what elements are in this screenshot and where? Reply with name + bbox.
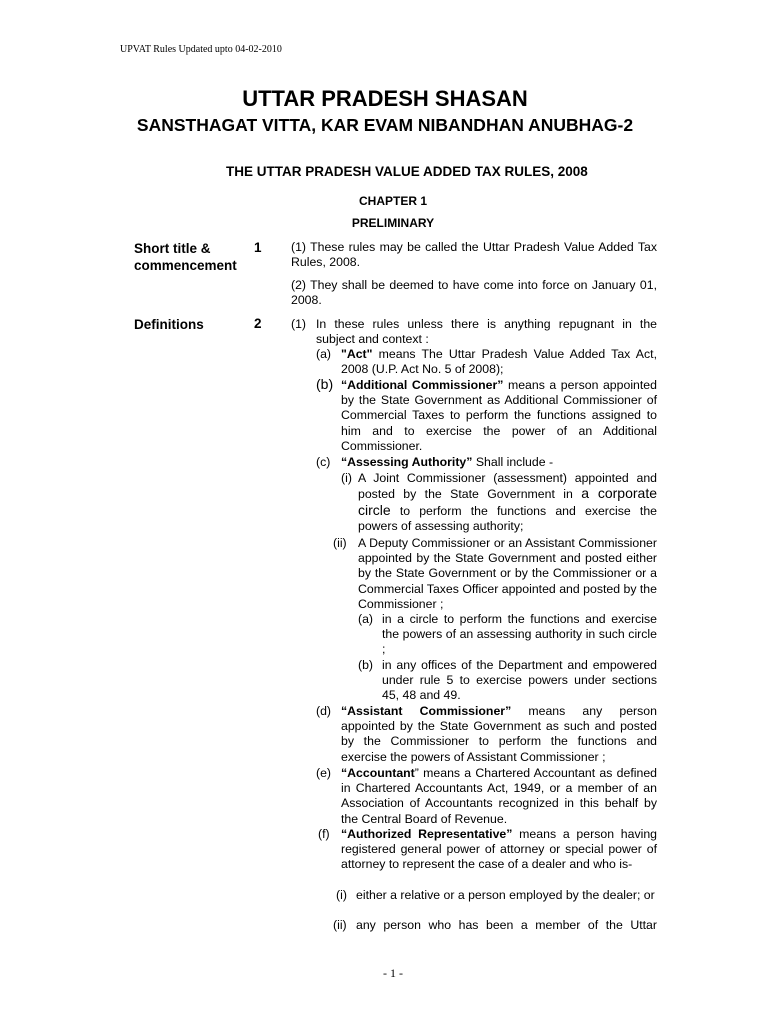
def-c-text: Shall include -	[472, 455, 554, 469]
rule1-side-title-line2: commencement	[134, 258, 237, 273]
def-d-label: (d)	[316, 704, 332, 718]
rule1-paragraph-1: (1) These rules may be called the Uttar Pradesh Value Added Tax Rules, 2008.	[291, 240, 657, 270]
rule1-paragraph-2: (2) They shall be deemed to have come into force on January 01, 2008.	[291, 278, 657, 308]
rule1-side-title	[134, 240, 237, 274]
def-e-label: (e)	[316, 766, 332, 780]
page-number: - 1 -	[383, 966, 403, 980]
def-c-i-label: (i)	[341, 471, 352, 485]
def-c-ii-a-label: (a)	[358, 612, 374, 626]
title-department: SANSTHAGAT VITTA, KAR EVAM NIBANDHAN ANUBHAG-2	[136, 115, 634, 135]
def-a-label: (a)	[316, 347, 332, 361]
rule1-number: 1	[254, 240, 262, 255]
def-c-ii-b-label: (b)	[358, 658, 374, 672]
def-b-term: “Additional Commissioner”	[341, 378, 504, 392]
def-b-text: means a person appointed by the State Government as Additional Commissioner of Commercial Taxes to perform the functions assigned to him and to exercise the power of an Additional Commissioner.	[341, 378, 657, 453]
rule2-intro: In these rules unless there is anything repugnant in the subject and context :	[316, 317, 657, 347]
section-heading: PRELIMINARY	[351, 216, 435, 230]
def-e-term: “Accountant	[341, 766, 415, 780]
def-e-text: ” means a Chartered Accountant as defined in Chartered Accountants Act, 1949, or a member of an Association of Accountants recognized in this behalf by the Central Board of Revenue.	[341, 766, 657, 826]
chapter-heading: CHAPTER 1	[358, 194, 427, 208]
def-d-term: “Assistant Commissioner”	[341, 704, 512, 718]
def-c-ii: A Deputy Commissioner or an Assistant Commissioner appointed by the State Government and posted either by the State Government or by the Commissioner or a Commercial Taxes Officer appointed and posted by the Commissioner ;	[358, 536, 657, 611]
rule1-side-title-line1: Short title &	[134, 241, 211, 256]
def-f	[341, 827, 657, 873]
running-header: UPVAT Rules Updated upto 04-02-2010	[120, 44, 282, 55]
def-c-term: “Assessing Authority”	[341, 455, 473, 469]
def-e	[341, 766, 657, 827]
def-f-term: “Authorized Representative”	[341, 827, 513, 841]
def-f-i: either a relative or a person employed by the dealer; or	[356, 888, 655, 902]
def-b	[341, 378, 657, 454]
title-rules: THE UTTAR PRADESH VALUE ADDED TAX RULES, 2008	[226, 164, 588, 179]
title-state: UTTAR PRADESH SHASAN	[242, 86, 528, 111]
def-b-label: (b)	[316, 376, 334, 392]
def-f-ii: any person who has been a member of the Uttar	[356, 918, 657, 932]
def-c-i-text-b: to perform the functions and exercise the powers of assessing authority;	[358, 503, 657, 533]
def-c-ii-b: in any offices of the Department and empowered under rule 5 to exercise powers under sections 45, 48 and 49.	[382, 658, 657, 703]
def-f-i-label: (i)	[336, 888, 347, 902]
def-c-ii-label: (ii)	[333, 536, 347, 550]
def-f-label: (f)	[318, 827, 330, 841]
def-c-i-text-a: A Joint Commissioner (assessment) appointed and posted by the State Government in	[358, 471, 657, 502]
def-d-text: means any person appointed by the State Government as such and posted by the Commissioner to perform the functions and exercise the powers of Assistant Commissioner ;	[341, 704, 657, 764]
def-f-ii-label: (ii)	[333, 918, 347, 932]
def-a	[341, 347, 657, 377]
rule2-side-title: Definitions	[134, 317, 204, 332]
def-c-ii-a: in a circle to perform the functions and exercise the powers of an assessing authority in such circle ;	[382, 612, 657, 657]
def-a-term: "Act"	[341, 347, 373, 361]
def-f-text: means a person having registered general power of attorney or special power of attorney to represent the case of a dealer and who is-	[341, 827, 658, 872]
def-d	[341, 704, 657, 765]
def-a-text: means The Uttar Pradesh Value Added Tax Act, 2008 (U.P. Act No. 5 of 2008);	[341, 347, 657, 377]
def-c-i-text-emphasis: a corporate circle	[358, 485, 657, 518]
def-c-label: (c)	[316, 455, 331, 469]
rule2-number: 2	[254, 316, 262, 331]
def-c	[341, 455, 657, 470]
def-c-i	[358, 471, 657, 534]
rule2-intro-label: (1)	[291, 317, 307, 331]
